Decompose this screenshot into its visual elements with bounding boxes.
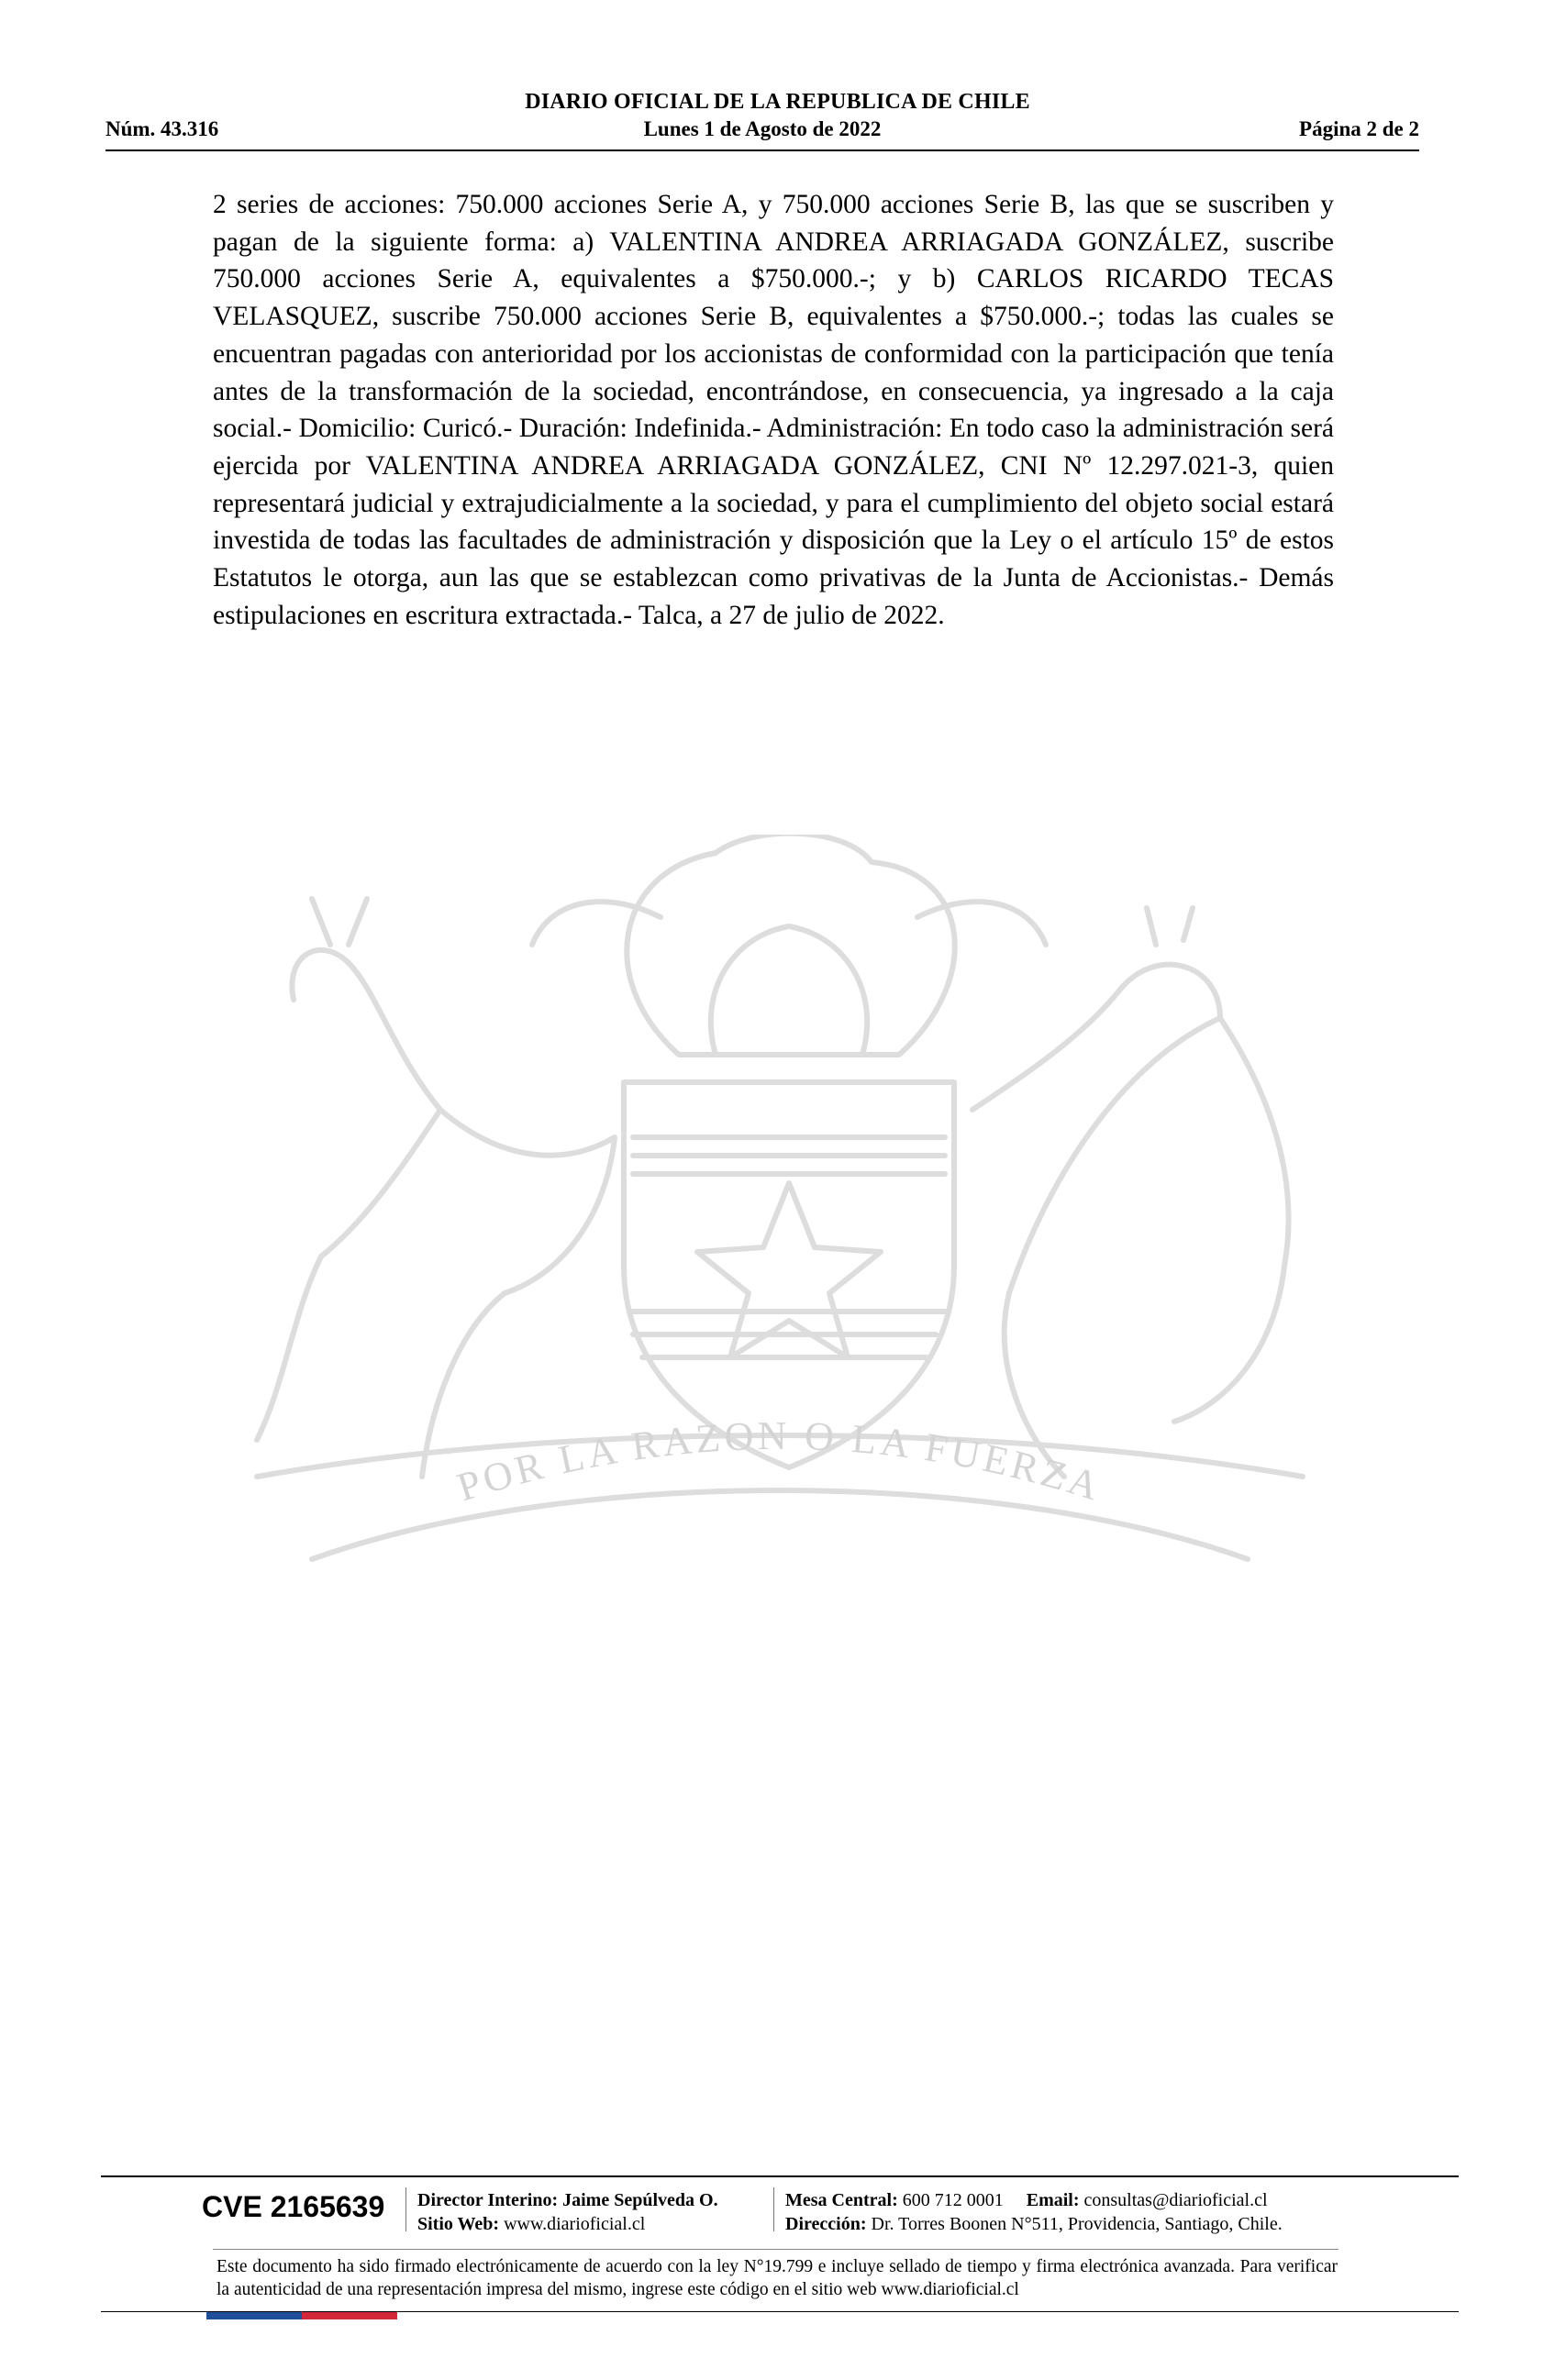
issue-date: Lunes 1 de Agosto de 2022 xyxy=(643,117,882,140)
footer-contact-column xyxy=(785,2188,1283,2236)
legal-notice: Este documento ha sido firmado electrónicamente de acuerdo con la ley N°19.799 e incluye sellado de tiempo y firma electrónica avanzada. Para verificar la autenticidad de una representación impresa del mismo, ingrese este código en el sitio web www.diarioficial.cl xyxy=(217,2257,1338,2299)
address-value: Dr. Torres Boonen N°511, Providencia, Santiago, Chile. xyxy=(871,2214,1283,2234)
phone-value: 600 712 0001 xyxy=(902,2190,1004,2210)
director-name: Jaime Sepúlveda O. xyxy=(562,2190,718,2210)
page-number: Página 2 de 2 xyxy=(1299,117,1419,140)
footer-divider-mid xyxy=(213,2249,1338,2250)
plume-shape xyxy=(627,835,954,1055)
star-shape xyxy=(697,1183,881,1357)
condor-shape xyxy=(972,908,1289,1477)
email-link[interactable]: consultas@diarioficial.cl xyxy=(1083,2190,1268,2210)
web-link[interactable]: www.diarioficial.cl xyxy=(504,2214,646,2234)
director-label: Director Interino: xyxy=(417,2190,559,2210)
web-label: Sitio Web: xyxy=(417,2214,500,2234)
issue-number: Núm. 43.316 xyxy=(106,117,219,140)
email-label: Email: xyxy=(1026,2190,1080,2210)
flag-stripe-blue xyxy=(206,2312,302,2319)
footer-divider-top xyxy=(101,2175,1459,2177)
huemul-shape xyxy=(257,899,615,1477)
newspaper-title: DIARIO OFICIAL DE LA REPUBLICA DE CHILE xyxy=(525,90,1030,114)
motto-text: POR LA RAZON O LA FUERZA xyxy=(451,1412,1108,1511)
footer-director-column xyxy=(417,2188,718,2236)
address-label: Dirección: xyxy=(785,2214,867,2234)
phone-label: Mesa Central: xyxy=(785,2190,898,2210)
footer-separator xyxy=(773,2187,774,2231)
coat-of-arms-watermark xyxy=(202,835,1358,1633)
header-divider xyxy=(106,149,1419,151)
notice-body: 2 series de acciones: 750.000 acciones Serie A, y 750.000 acciones Serie B, las que se suscriben y pagan de la siguiente forma: a) VALENTINA ANDREA ARRIAGADA GONZÁLEZ, suscribe 750.000 acciones Serie A, equivalentes a $750.000.-; y b) CARLOS RICARDO TECAS VELASQUEZ, suscribe 750.000 acciones Serie B, equivalentes a $750.000.-; todas las cuales se encuentran pagadas con anterioridad por los accionistas de conformidad con la participación que tenía antes de la transformación de la sociedad, encontrándose, en consecuencia, ya ingresado a la caja social.- Domicilio: Curicó.- Duración: Indefinida.- Administración: En todo caso la administración será ejercida por VALENTINA ANDREA ARRIAGADA GONZÁLEZ, CNI Nº 12.297.021-3, quien representará judicial y extrajudicialmente a la sociedad, y para el cumplimiento del objeto social estará investida de todas las facultades de administración y disposición que la Ley o el artículo 15º de estos Estatutos le otorga, aun las que se establezcan como privativas de la Junta de Accionistas.- Demás estipulaciones en escritura extractada.- Talca, a 27 de julio de 2022. xyxy=(213,190,1334,630)
footer-separator xyxy=(405,2187,406,2231)
flag-stripe-red xyxy=(302,2312,397,2319)
cve-code: CVE 2165639 xyxy=(202,2190,385,2223)
header-row xyxy=(106,117,1419,145)
